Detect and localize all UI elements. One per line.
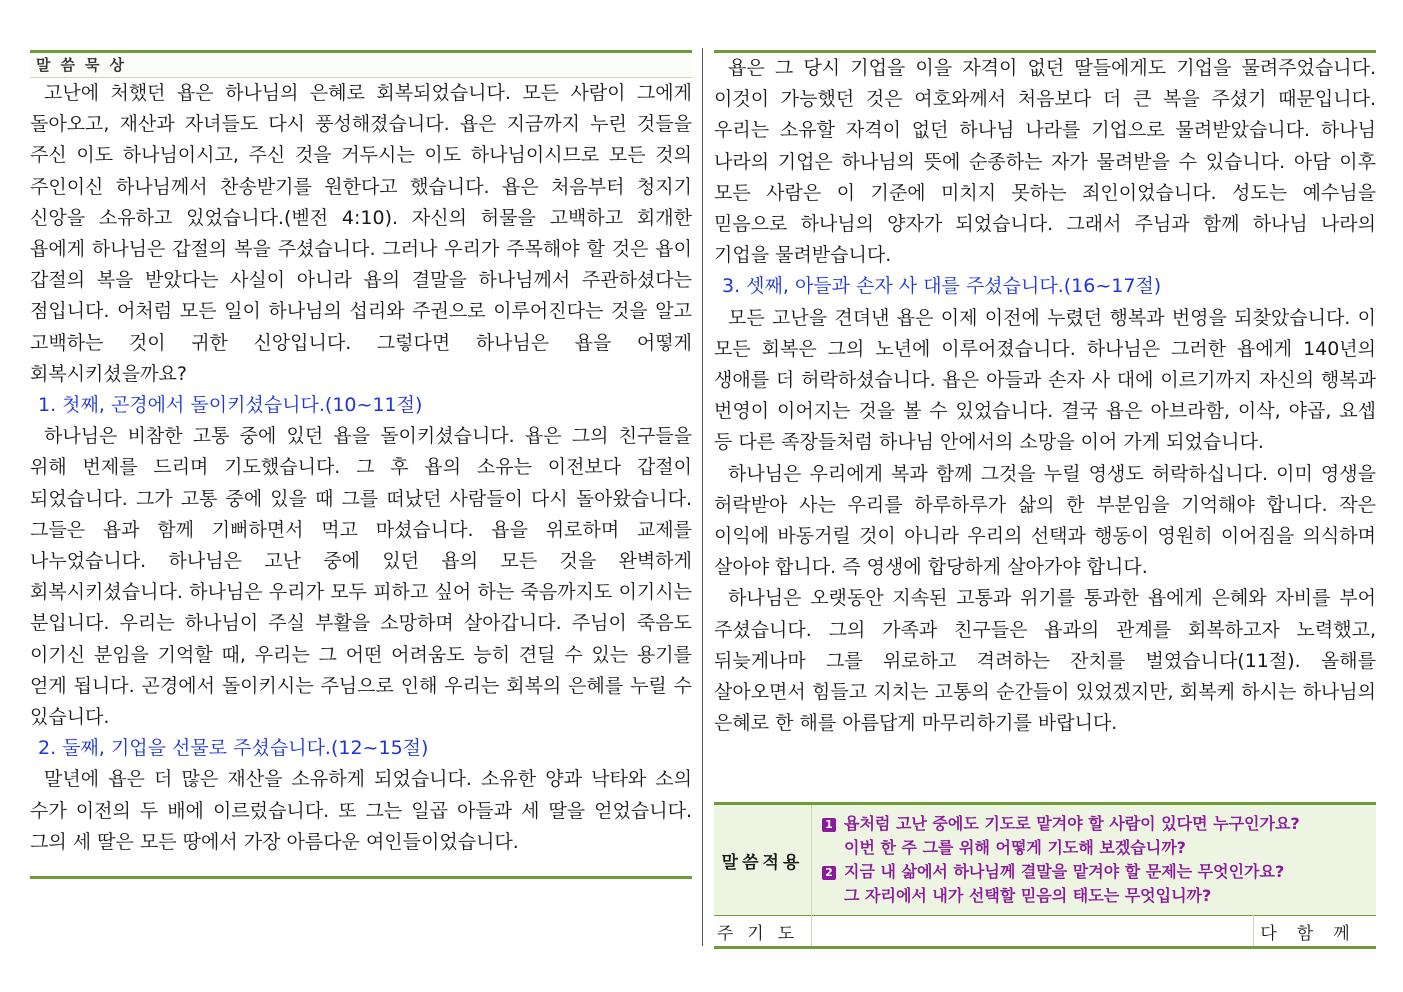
eternal-life-paragraph: 하나님은 우리에게 복과 함께 그것을 누릴 영생도 허락하십니다. 이미 영생을 허락받아 사는 우리를 하루하루가 삶의 한 부분임을 기억해야 합니다. 작은 이익에 바동거릴 것이 아니라 우리의 선택과 행동이 영원히 이어짐을 의식하며 살아야 합니다. 즉 영생에 합당하게 살아가야 합니다. — [714, 462, 1376, 579]
question-1 — [822, 812, 1366, 836]
point-3-heading: 3. 셋째, 아들과 손자 사 대를 주셨습니다.(16~17절) — [722, 275, 1162, 298]
prayer-blank-cell — [812, 916, 1254, 948]
right-column — [714, 50, 1376, 739]
point-2-paragraph: 말년에 욥은 더 많은 재산을 소유하게 되었습니다. 소유한 양과 낙타와 소의 수가 이전의 두 배에 이르렀습니다. 또 그는 일곱 아들과 세 딸을 얻었습니다. 그의 세 딸은 모든 땅에서 가장 아름다운 여인들이었습니다. — [30, 768, 692, 853]
column-divider — [702, 48, 703, 946]
all-together-label: 다함께 — [1254, 916, 1377, 948]
question-1-line-1: 욥처럼 고난 중에도 기도로 맡겨야 할 사람이 있다면 누구인가요? — [844, 814, 1300, 833]
number-2-badge: 2 — [822, 866, 836, 880]
left-bottom-rule — [30, 876, 692, 879]
application-label: 말씀적용 — [714, 804, 812, 916]
closing-paragraph: 하나님은 오랫동안 지속된 고통과 위기를 통과한 욥에게 은혜와 자비를 부어 주셨습니다. 그의 가족과 친구들은 욥과의 관계를 회복하고자 노력했고, 뒤늦게나마 그를 위로하고 격려하는 잔치를 벌였습니다(11절). 올해를 살아오면서 힘들고 지치는 고통의 순간들이 있었겠지만, 회복케 하시는 하나님의 은혜로 한 해를 아름답게 마무리하기를 바랍니다. — [714, 587, 1376, 735]
point-1-paragraph: 하나님은 비참한 고통 중에 있던 욥을 돌이키셨습니다. 욥은 그의 친구들을 위해 번제를 드리며 기도했습니다. 그 후 욥의 소유는 이전보다 갑절이 되었습니다. 그가 고통 중에 있을 때 그를 떠났던 사람들이 다시 돌아왔습니다. 그들은 욥과 함께 기뻐하면서 먹고 마셨습니다. 욥을 위로하며 교제를 나누었습니다. 하나님은 고난 중에 있던 욥의 모든 것을 완벽하게 회복시키셨습니다. 하나님은 우리가 모두 피하고 싶어 하는 죽음까지도 이기시는 분입니다. 우리는 하나님이 주실 부활을 소망하며 살아갑니다. 주님이 죽음도 이기신 분임을 기억할 때, 우리는 그 어떤 어려움도 능히 견딜 수 있는 용기를 얻게 됩니다. 곤경에서 돌이키시는 주님으로 인해 우리는 회복의 은혜를 누릴 수 있습니다. — [30, 425, 692, 729]
application-questions — [812, 804, 1377, 916]
question-2-line-2: 그 자리에서 내가 선택할 믿음의 태도는 무엇입니까? — [844, 886, 1212, 905]
point-2-heading: 2. 둘째, 기업을 선물로 주셨습니다.(12~15절) — [38, 737, 429, 760]
point-3-paragraph: 모든 고난을 견뎌낸 욥은 이제 이전에 누렸던 행복과 번영을 되찾았습니다. 이 모든 회복은 그의 노년에 이루어졌습니다. 하나님은 그러한 욥에게 140년의 생애를 더 허락하셨습니다. 욥은 아들과 손자 사 대에 이르기까지 자신의 행복과 번영이 이어지는 것을 볼 수 있었습니다. 결국 욥은 아브라함, 이삭, 야곱, 요셉 등 다른 족장들처럼 하나님 안에서의 소망을 이어 가게 되었습니다. — [714, 306, 1376, 454]
left-column — [30, 50, 692, 879]
application-table — [714, 802, 1376, 949]
intro-paragraph: 고난에 처했던 욥은 하나님의 은혜로 회복되었습니다. 모든 사람이 그에게 돌아오고, 재산과 자녀들도 다시 풍성해졌습니다. 욥은 지금까지 누린 것들을 주신 이도 하나님이시고, 주신 것을 거두시는 이도 하나님이시므로 모든 것의 주인이신 하나님께서 찬송받기를 원한다고 했습니다. 욥은 처음부터 청지기 신앙을 소유하고 있었습니다.(벧전 4:10). 자신의 허물을 고백하고 회개한 욥에게 하나님은 갑절의 복을 주셨습니다. 그러나 우리가 주목해야 할 것은 욥이 갑절의 복을 받았다는 사실이 아니라 욥의 결말을 하나님께서 주관하셨다는 점입니다. 어처럼 모든 일이 하나님의 섭리와 주권으로 이루어진다는 것을 알고 고백하는 것이 귀한 신앙입니다. 그렇다면 하나님은 욥을 어떻게 회복시키셨을까요? — [30, 82, 692, 385]
lords-prayer-label: 주기도 — [714, 916, 812, 948]
question-2 — [822, 860, 1366, 884]
section-header: 말씀묵상 — [30, 50, 692, 78]
point-1-heading: 1. 첫째, 곤경에서 돌이키셨습니다.(10~11절) — [38, 394, 423, 417]
question-2-line-1: 지금 내 삶에서 하나님께 결말을 맡겨야 할 문제는 무엇인가요? — [844, 862, 1285, 881]
number-1-badge: 1 — [822, 818, 836, 832]
point-2-continued-paragraph: 욥은 그 당시 기업을 이을 자격이 없던 딸들에게도 기업을 물려주었습니다. 이것이 가능했던 것은 여호와께서 처음보다 더 큰 복을 주셨기 때문입니다. 우리는 소유할 자격이 없던 하나님 나라를 기업으로 물려받았습니다. 하나님 나라의 기업은 하나님의 뜻에 순종하는 자가 물려받을 수 있습니다. 아담 이후 모든 사람은 이 기준에 미치지 못하는 죄인이었습니다. 성도는 예수님을 믿음으로 하나님의 양자가 되었습니다. 그래서 주님과 함께 하나님 나라의 기업을 물려받습니다. — [714, 57, 1376, 267]
question-1-line-2: 이번 한 주 그를 위해 어떻게 기도해 보겠습니까? — [844, 838, 1186, 857]
